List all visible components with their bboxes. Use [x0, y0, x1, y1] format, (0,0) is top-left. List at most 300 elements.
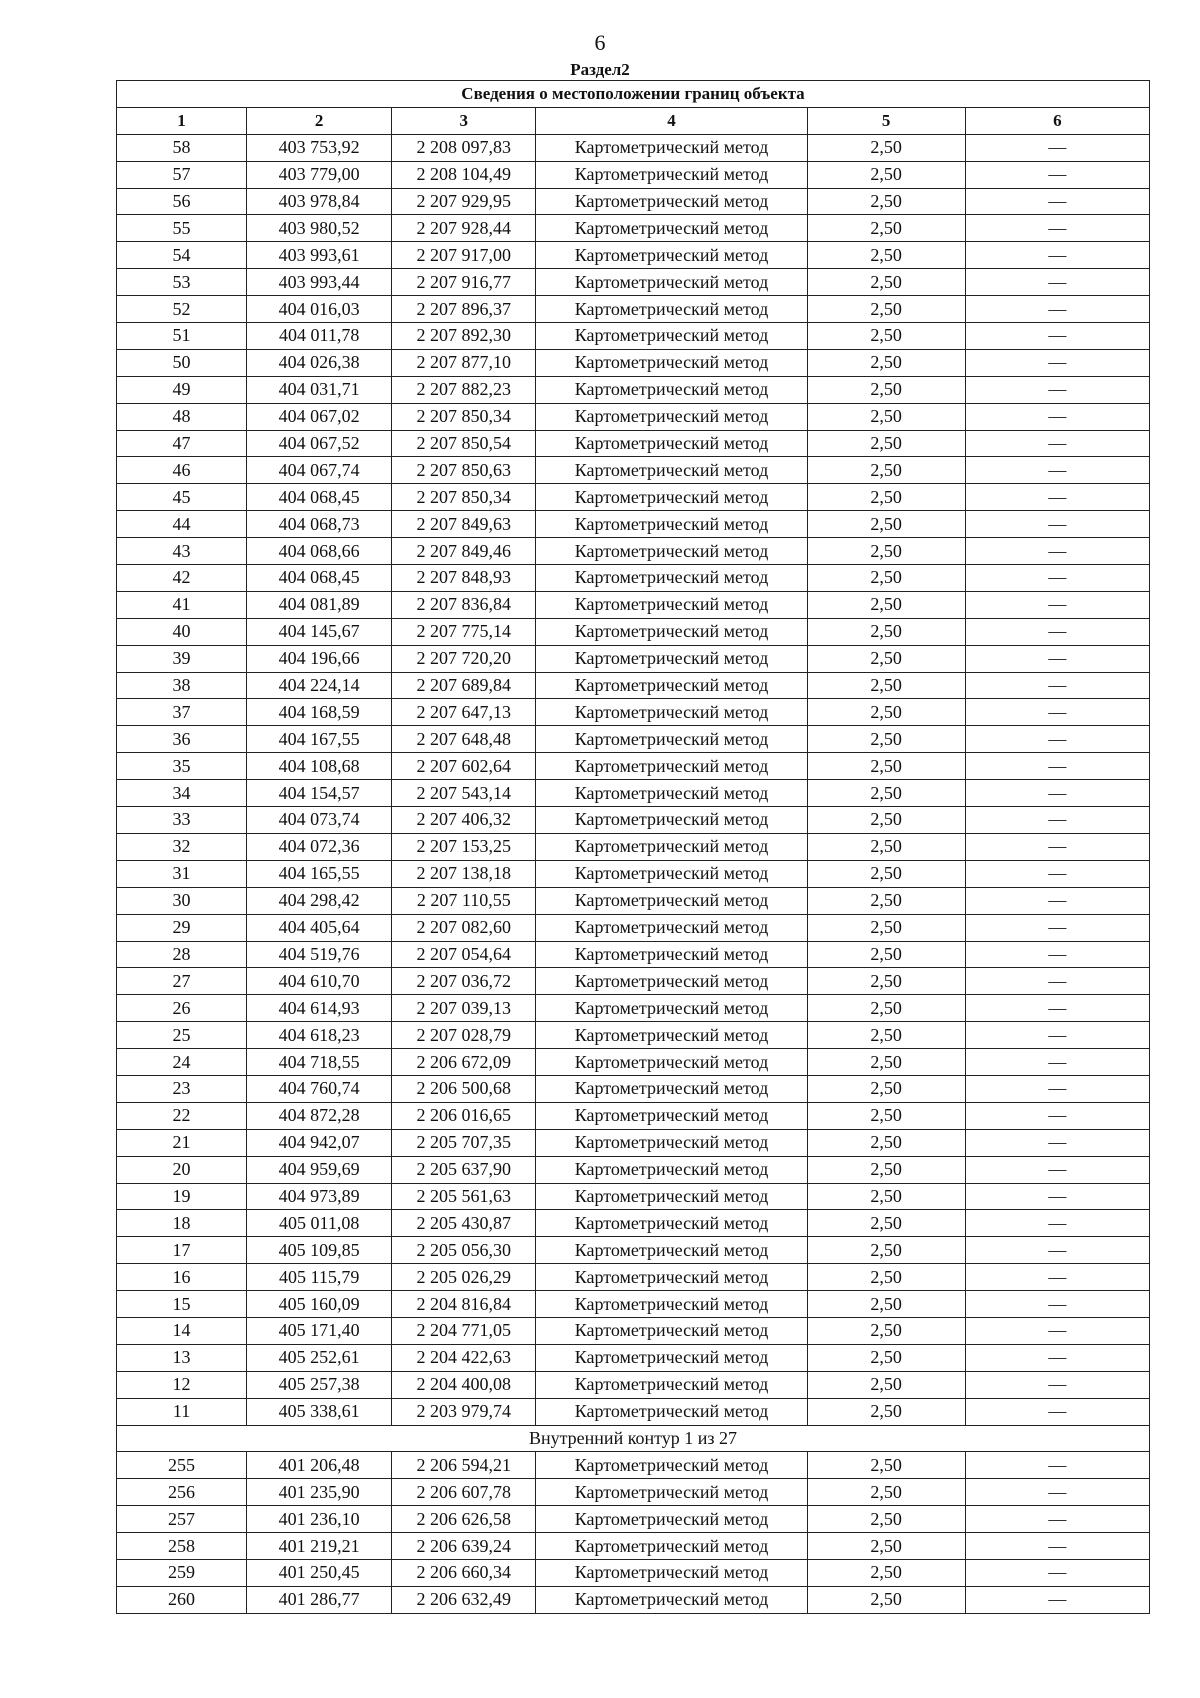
table-cell: 404 760,74: [247, 1075, 392, 1102]
table-cell: 404 224,14: [247, 672, 392, 699]
table-cell: 2 207 882,23: [392, 376, 536, 403]
table-cell: 405 011,08: [247, 1210, 392, 1237]
table-cell: —: [965, 430, 1149, 457]
table-cell: 54: [117, 242, 247, 269]
table-cell: 404 154,57: [247, 780, 392, 807]
table-cell: —: [965, 780, 1149, 807]
table-cell: 2,50: [807, 807, 965, 834]
table-cell: 2,50: [807, 1586, 965, 1613]
table-cell: 2 207 036,72: [392, 968, 536, 995]
table-cell: 23: [117, 1075, 247, 1102]
column-header: 6: [965, 107, 1149, 134]
table-cell: 13: [117, 1344, 247, 1371]
table-cell: 11: [117, 1398, 247, 1425]
table-cell: Картометрический метод: [536, 968, 807, 995]
table-cell: 403 993,44: [247, 269, 392, 296]
table-cell: —: [965, 726, 1149, 753]
table-cell: Картометрический метод: [536, 215, 807, 242]
table-cell: —: [965, 511, 1149, 538]
table-row: [117, 1452, 1150, 1479]
table-cell: 2 204 400,08: [392, 1371, 536, 1398]
table-cell: 2,50: [807, 780, 965, 807]
table-cell: Картометрический метод: [536, 1317, 807, 1344]
table-cell: 2,50: [807, 968, 965, 995]
table-cell: 2,50: [807, 1102, 965, 1129]
table-cell: Картометрический метод: [536, 1183, 807, 1210]
table-cell: 2 207 153,25: [392, 833, 536, 860]
table-cell: Картометрический метод: [536, 726, 807, 753]
table-row: [117, 323, 1150, 350]
table-cell: —: [965, 1022, 1149, 1049]
column-header: 3: [392, 107, 536, 134]
table-row: [117, 565, 1150, 592]
table-cell: Картометрический метод: [536, 1586, 807, 1613]
table-cell: 21: [117, 1129, 247, 1156]
table-row: [117, 1398, 1150, 1425]
table-cell: 405 338,61: [247, 1398, 392, 1425]
table-cell: —: [965, 1533, 1149, 1560]
table-row: [117, 1237, 1150, 1264]
table-cell: 2,50: [807, 1479, 965, 1506]
table-cell: 2 207 850,54: [392, 430, 536, 457]
table-cell: 32: [117, 833, 247, 860]
table-cell: 14: [117, 1317, 247, 1344]
table-cell: Картометрический метод: [536, 161, 807, 188]
table-row: [117, 1049, 1150, 1076]
table-row: [117, 242, 1150, 269]
table-cell: —: [965, 538, 1149, 565]
table-cell: —: [965, 672, 1149, 699]
table-row: [117, 538, 1150, 565]
table-cell: 2,50: [807, 1398, 965, 1425]
table-cell: 404 067,02: [247, 403, 392, 430]
table-cell: Картометрический метод: [536, 1049, 807, 1076]
table-cell: 2 206 594,21: [392, 1452, 536, 1479]
table-cell: 2 206 626,58: [392, 1506, 536, 1533]
table-cell: Картометрический метод: [536, 457, 807, 484]
boundary-table: [116, 80, 1150, 1614]
table-row: [117, 188, 1150, 215]
table-cell: 53: [117, 269, 247, 296]
table-row: [117, 269, 1150, 296]
table-cell: Картометрический метод: [536, 134, 807, 161]
table-cell: —: [965, 1479, 1149, 1506]
table-cell: 401 235,90: [247, 1479, 392, 1506]
table-cell: Картометрический метод: [536, 860, 807, 887]
table-cell: 2 207 775,14: [392, 618, 536, 645]
column-header: 2: [247, 107, 392, 134]
table-cell: 2 207 928,44: [392, 215, 536, 242]
table-cell: 20: [117, 1156, 247, 1183]
table-cell: 2 205 430,87: [392, 1210, 536, 1237]
table-cell: 404 068,66: [247, 538, 392, 565]
table-row: [117, 1264, 1150, 1291]
table-cell: —: [965, 645, 1149, 672]
table-cell: —: [965, 349, 1149, 376]
table-cell: Картометрический метод: [536, 780, 807, 807]
table-cell: 2,50: [807, 618, 965, 645]
table-cell: 2 207 896,37: [392, 296, 536, 323]
column-header: 1: [117, 107, 247, 134]
table-cell: 404 196,66: [247, 645, 392, 672]
table-cell: 2 207 916,77: [392, 269, 536, 296]
table-cell: 2 207 849,46: [392, 538, 536, 565]
table-cell: 2,50: [807, 753, 965, 780]
table-cell: —: [965, 1398, 1149, 1425]
table-cell: —: [965, 618, 1149, 645]
table-cell: 17: [117, 1237, 247, 1264]
table-cell: 405 171,40: [247, 1317, 392, 1344]
table-cell: —: [965, 968, 1149, 995]
table-cell: —: [965, 1586, 1149, 1613]
table-cell: —: [965, 484, 1149, 511]
table-cell: 45: [117, 484, 247, 511]
table-cell: 401 219,21: [247, 1533, 392, 1560]
table-cell: 47: [117, 430, 247, 457]
table-cell: 404 145,67: [247, 618, 392, 645]
table-cell: 2 204 422,63: [392, 1344, 536, 1371]
table-cell: Картометрический метод: [536, 430, 807, 457]
table-cell: 2 207 647,13: [392, 699, 536, 726]
table-cell: 58: [117, 134, 247, 161]
table-cell: 2 207 602,64: [392, 753, 536, 780]
table-cell: —: [965, 565, 1149, 592]
table-cell: Картометрический метод: [536, 323, 807, 350]
table-cell: —: [965, 323, 1149, 350]
table-cell: 404 081,89: [247, 591, 392, 618]
table-row: [117, 511, 1150, 538]
table-cell: —: [965, 699, 1149, 726]
table-cell: 2,50: [807, 1559, 965, 1586]
table-cell: Картометрический метод: [536, 807, 807, 834]
table-cell: 46: [117, 457, 247, 484]
table-cell: 259: [117, 1559, 247, 1586]
table-cell: 404 026,38: [247, 349, 392, 376]
table-cell: 2 205 056,30: [392, 1237, 536, 1264]
table-cell: 2,50: [807, 376, 965, 403]
table-cell: 40: [117, 618, 247, 645]
table-caption-row: [117, 81, 1150, 108]
table-cell: 33: [117, 807, 247, 834]
table-row: [117, 1075, 1150, 1102]
table-row: [117, 941, 1150, 968]
table-cell: —: [965, 242, 1149, 269]
contour-label: Внутренний контур 1 из 27: [117, 1425, 1150, 1452]
table-row: [117, 780, 1150, 807]
table-cell: 2 207 877,10: [392, 349, 536, 376]
table-row: [117, 1102, 1150, 1129]
table-row: [117, 1533, 1150, 1560]
table-cell: 51: [117, 323, 247, 350]
table-cell: Картометрический метод: [536, 618, 807, 645]
table-cell: 49: [117, 376, 247, 403]
table-cell: —: [965, 1452, 1149, 1479]
table-cell: 41: [117, 591, 247, 618]
table-row: [117, 1022, 1150, 1049]
table-cell: —: [965, 457, 1149, 484]
table-cell: —: [965, 807, 1149, 834]
table-cell: —: [965, 376, 1149, 403]
table-cell: Картометрический метод: [536, 538, 807, 565]
table-cell: —: [965, 1156, 1149, 1183]
table-cell: 405 115,79: [247, 1264, 392, 1291]
table-cell: —: [965, 269, 1149, 296]
table-cell: 2 203 979,74: [392, 1398, 536, 1425]
table-row: [117, 349, 1150, 376]
table-cell: 258: [117, 1533, 247, 1560]
table-cell: 2,50: [807, 134, 965, 161]
table-cell: 2,50: [807, 914, 965, 941]
table-cell: —: [965, 1183, 1149, 1210]
table-cell: —: [965, 161, 1149, 188]
table-cell: 2 207 892,30: [392, 323, 536, 350]
table-cell: 404 168,59: [247, 699, 392, 726]
table-cell: Картометрический метод: [536, 1291, 807, 1318]
table-cell: 401 206,48: [247, 1452, 392, 1479]
table-row: [117, 1156, 1150, 1183]
table-cell: Картометрический метод: [536, 269, 807, 296]
table-cell: —: [965, 1049, 1149, 1076]
table-cell: 26: [117, 995, 247, 1022]
table-cell: —: [965, 887, 1149, 914]
table-row: [117, 968, 1150, 995]
table-row: [117, 753, 1150, 780]
table-cell: 257: [117, 1506, 247, 1533]
table-cell: 2,50: [807, 511, 965, 538]
table-cell: 404 067,74: [247, 457, 392, 484]
table-cell: 2 207 082,60: [392, 914, 536, 941]
table-row: [117, 134, 1150, 161]
contour-row: [117, 1425, 1150, 1452]
table-cell: 404 165,55: [247, 860, 392, 887]
table-cell: 2,50: [807, 1506, 965, 1533]
table-cell: 19: [117, 1183, 247, 1210]
table-cell: —: [965, 995, 1149, 1022]
table-cell: Картометрический метод: [536, 403, 807, 430]
table-cell: Картометрический метод: [536, 1022, 807, 1049]
table-cell: 2 207 720,20: [392, 645, 536, 672]
table-cell: 2,50: [807, 1371, 965, 1398]
table-cell: 2 207 406,32: [392, 807, 536, 834]
table-cell: 2,50: [807, 860, 965, 887]
table-row: [117, 430, 1150, 457]
table-cell: 48: [117, 403, 247, 430]
table-cell: 2,50: [807, 1317, 965, 1344]
table-cell: 2,50: [807, 1129, 965, 1156]
table-cell: 52: [117, 296, 247, 323]
table-cell: —: [965, 1075, 1149, 1102]
table-cell: —: [965, 1210, 1149, 1237]
table-cell: Картометрический метод: [536, 349, 807, 376]
table-cell: Картометрический метод: [536, 995, 807, 1022]
table-cell: —: [965, 1506, 1149, 1533]
table-cell: 403 980,52: [247, 215, 392, 242]
table-cell: 2 207 836,84: [392, 591, 536, 618]
table-cell: Картометрический метод: [536, 1237, 807, 1264]
table-row: [117, 376, 1150, 403]
table-row: [117, 591, 1150, 618]
table-cell: —: [965, 1559, 1149, 1586]
table-cell: 39: [117, 645, 247, 672]
table-cell: 2 206 672,09: [392, 1049, 536, 1076]
table-cell: —: [965, 188, 1149, 215]
table-cell: 2 205 026,29: [392, 1264, 536, 1291]
table-cell: 401 250,45: [247, 1559, 392, 1586]
table-row: [117, 1210, 1150, 1237]
table-cell: 404 718,55: [247, 1049, 392, 1076]
table-cell: 27: [117, 968, 247, 995]
table-cell: Картометрический метод: [536, 1129, 807, 1156]
table-cell: 404 298,42: [247, 887, 392, 914]
table-cell: Картометрический метод: [536, 484, 807, 511]
table-cell: 256: [117, 1479, 247, 1506]
table-cell: 404 068,45: [247, 565, 392, 592]
table-cell: —: [965, 215, 1149, 242]
table-row: [117, 296, 1150, 323]
table-cell: 34: [117, 780, 247, 807]
table-cell: 405 252,61: [247, 1344, 392, 1371]
table-cell: Картометрический метод: [536, 941, 807, 968]
table-row: [117, 1506, 1150, 1533]
table-cell: 24: [117, 1049, 247, 1076]
table-cell: 28: [117, 941, 247, 968]
table-cell: 15: [117, 1291, 247, 1318]
table-cell: 404 067,52: [247, 430, 392, 457]
table-cell: Картометрический метод: [536, 242, 807, 269]
table-cell: —: [965, 1317, 1149, 1344]
table-cell: 2 207 848,93: [392, 565, 536, 592]
table-row: [117, 1317, 1150, 1344]
table-row: [117, 215, 1150, 242]
table-cell: 2 208 097,83: [392, 134, 536, 161]
table-cell: 55: [117, 215, 247, 242]
table-cell: 404 073,74: [247, 807, 392, 834]
table-cell: Картометрический метод: [536, 1264, 807, 1291]
table-cell: Картометрический метод: [536, 1371, 807, 1398]
table-cell: 404 016,03: [247, 296, 392, 323]
table-row: [117, 887, 1150, 914]
section-title: Раздел2: [570, 60, 630, 79]
table-cell: 405 109,85: [247, 1237, 392, 1264]
table-cell: 404 942,07: [247, 1129, 392, 1156]
table-cell: 2 204 816,84: [392, 1291, 536, 1318]
table-cell: 2 207 543,14: [392, 780, 536, 807]
table-cell: 404 068,73: [247, 511, 392, 538]
table-cell: Картометрический метод: [536, 188, 807, 215]
table-cell: Картометрический метод: [536, 1506, 807, 1533]
table-cell: 57: [117, 161, 247, 188]
table-cell: 2 204 771,05: [392, 1317, 536, 1344]
table-row: [117, 807, 1150, 834]
column-header: 5: [807, 107, 965, 134]
table-cell: 404 872,28: [247, 1102, 392, 1129]
table-cell: Картометрический метод: [536, 1452, 807, 1479]
table-cell: 405 160,09: [247, 1291, 392, 1318]
table-cell: 2,50: [807, 833, 965, 860]
table-cell: 2 206 607,78: [392, 1479, 536, 1506]
table-cell: 2,50: [807, 430, 965, 457]
table-row: [117, 995, 1150, 1022]
table-cell: 18: [117, 1210, 247, 1237]
table-row: [117, 618, 1150, 645]
table-row: [117, 1183, 1150, 1210]
table-cell: 44: [117, 511, 247, 538]
table-cell: 2 207 850,63: [392, 457, 536, 484]
table-cell: —: [965, 403, 1149, 430]
table-cell: 2 207 929,95: [392, 188, 536, 215]
table-cell: 404 072,36: [247, 833, 392, 860]
table-cell: 255: [117, 1452, 247, 1479]
table-cell: 403 993,61: [247, 242, 392, 269]
table-cell: 2,50: [807, 242, 965, 269]
table-cell: Картометрический метод: [536, 376, 807, 403]
table-cell: Картометрический метод: [536, 1075, 807, 1102]
table-cell: —: [965, 1291, 1149, 1318]
table-header-row: [117, 107, 1150, 134]
table-cell: 2,50: [807, 726, 965, 753]
table-cell: 403 978,84: [247, 188, 392, 215]
table-cell: —: [965, 1129, 1149, 1156]
table-cell: Картометрический метод: [536, 1156, 807, 1183]
table-cell: 16: [117, 1264, 247, 1291]
table-cell: 2 206 500,68: [392, 1075, 536, 1102]
table-cell: 2,50: [807, 565, 965, 592]
table-cell: 2 207 110,55: [392, 887, 536, 914]
table-cell: 2 206 632,49: [392, 1586, 536, 1613]
table-cell: 2 207 850,34: [392, 403, 536, 430]
table-cell: 2 205 561,63: [392, 1183, 536, 1210]
table-cell: 2 205 707,35: [392, 1129, 536, 1156]
table-cell: 2,50: [807, 538, 965, 565]
table-cell: 2,50: [807, 484, 965, 511]
table-cell: 2,50: [807, 188, 965, 215]
table-row: [117, 1479, 1150, 1506]
table-cell: Картометрический метод: [536, 511, 807, 538]
table-cell: 2,50: [807, 887, 965, 914]
table-cell: 404 973,89: [247, 1183, 392, 1210]
table-cell: Картометрический метод: [536, 1559, 807, 1586]
table-cell: 404 519,76: [247, 941, 392, 968]
table-cell: —: [965, 1264, 1149, 1291]
table-cell: Картометрический метод: [536, 1398, 807, 1425]
table-cell: 404 614,93: [247, 995, 392, 1022]
table-cell: 2,50: [807, 1075, 965, 1102]
table-cell: 2,50: [807, 591, 965, 618]
table-cell: 56: [117, 188, 247, 215]
table-cell: 2 208 104,49: [392, 161, 536, 188]
table-cell: 29: [117, 914, 247, 941]
table-cell: 2,50: [807, 323, 965, 350]
table-cell: —: [965, 753, 1149, 780]
table-cell: 22: [117, 1102, 247, 1129]
table-cell: 50: [117, 349, 247, 376]
table-cell: Картометрический метод: [536, 833, 807, 860]
table-cell: 25: [117, 1022, 247, 1049]
table-cell: Картометрический метод: [536, 645, 807, 672]
table-row: [117, 1129, 1150, 1156]
table-cell: 2,50: [807, 1533, 965, 1560]
table-cell: 2,50: [807, 645, 965, 672]
table-cell: 2,50: [807, 296, 965, 323]
table-cell: 2,50: [807, 1264, 965, 1291]
table-row: [117, 833, 1150, 860]
table-cell: —: [965, 833, 1149, 860]
table-cell: —: [965, 591, 1149, 618]
table-cell: 2 207 054,64: [392, 941, 536, 968]
table-cell: Картометрический метод: [536, 296, 807, 323]
table-cell: 2,50: [807, 161, 965, 188]
table-cell: —: [965, 296, 1149, 323]
